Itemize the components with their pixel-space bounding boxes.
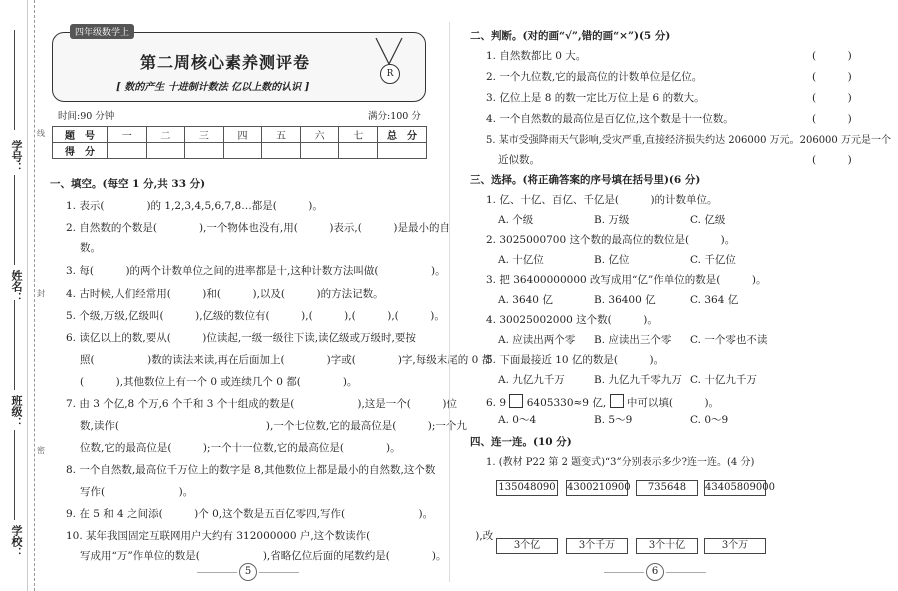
question-line: 数。 <box>80 242 101 254</box>
binding-margin-line <box>27 0 28 591</box>
page-title: 第二周核心素养测评卷 <box>140 53 311 72</box>
score-header-cell: 四 <box>223 127 262 143</box>
number-box[interactable]: 43405809000 <box>704 480 766 496</box>
class-field[interactable] <box>14 300 15 390</box>
score-header-cell: 总 分 <box>378 127 427 143</box>
score-header-cell: 七 <box>339 127 378 143</box>
judge-question: 近似数。 <box>498 154 540 166</box>
judge-question: 5. 某市受强降雨天气影响,受灾严重,直接经济损失约达 206000 万元。206000 万元是一个 <box>486 135 891 146</box>
judge-answer-blank[interactable]: ( ) <box>812 154 852 166</box>
medal-ribbon-icon <box>372 36 406 66</box>
student-number-label: 学号： <box>10 140 23 173</box>
choice-option[interactable]: B. 九亿九千零九万 <box>594 374 682 386</box>
q6-digit-box-ref <box>610 394 624 408</box>
score-cell[interactable] <box>223 143 262 159</box>
school-field[interactable] <box>14 430 15 520</box>
judge-question: 3. 亿位上是 8 的数一定比万位上是 6 的数大。 <box>486 92 705 104</box>
medal-icon: R <box>380 64 400 84</box>
choice-option[interactable]: C. 十亿九千万 <box>690 374 757 386</box>
question-line: 写成用“万”作单位的数是( ),省略亿位后面的尾数约是( )。 <box>80 550 447 562</box>
score-header-cell: 二 <box>146 127 185 143</box>
score-header-cell: 三 <box>185 127 224 143</box>
choice-question: 4. 30025002000 这个数( )。 <box>486 314 658 326</box>
score-cell[interactable] <box>339 143 378 159</box>
score-header-cell: 题 号 <box>53 127 108 143</box>
question-line: 5. 个级,万级,亿级叫( ),亿级的数位有( ),( ),( ),( )。 <box>66 310 445 322</box>
question-line: 10. 某年我国固定互联网用户大约有 312000000 户,这个数读作( ),改 <box>66 530 494 542</box>
class-label: 班级： <box>10 395 23 428</box>
judge-answer-blank[interactable]: ( ) <box>812 71 852 83</box>
choice-option[interactable]: A. 个级 <box>498 214 534 226</box>
score-header-cell: 五 <box>262 127 301 143</box>
matching-question: 1. (教材 P22 第 2 题变式)“3”分别表示多少?连一连。(4 分) <box>486 457 755 468</box>
question-line: 3. 每( )的两个计数单位之间的进率都是十,这种计数方法叫做( )。 <box>66 265 446 277</box>
choice-option[interactable]: C. 千亿位 <box>690 254 736 266</box>
page-number-left: 5 <box>239 563 257 581</box>
question-line: 位数,它的最高位是( );一个十一位数,它的最高位是( )。 <box>80 442 401 454</box>
number-box[interactable]: 4300210900 <box>566 480 628 496</box>
question-line: 8. 一个自然数,最高位千万位上的数字是 8,其他数位上都是最小的自然数,这个数 <box>66 464 436 476</box>
question-line: 9. 在 5 和 4 之间添( )个 0,这个数是五百亿零四,写作( )。 <box>66 508 434 520</box>
choice-option[interactable]: A. 十亿位 <box>498 254 544 266</box>
school-label: 学校： <box>10 525 23 558</box>
page-footer-rule <box>666 572 706 573</box>
page-footer-rule <box>197 572 237 573</box>
choice-option[interactable]: B. 亿位 <box>594 254 630 266</box>
score-cell[interactable] <box>300 143 339 159</box>
question-line: 7. 由 3 个亿,8 个万,6 个千和 3 个十组成的数是( ),这是一个( )位 <box>66 398 458 410</box>
score-table-header-row <box>53 127 427 143</box>
choice-option[interactable]: C. 364 亿 <box>690 294 739 306</box>
cut-mark-secret: 密 <box>37 446 45 455</box>
cut-mark-seal: 封 <box>37 289 45 298</box>
section-choice-heading: 三、选择。(将正确答案的序号填在括号里)(6 分) <box>470 174 701 186</box>
judge-answer-blank[interactable]: ( ) <box>812 113 852 125</box>
choice-question: 2. 3025000700 这个数的最高位的数位是( )。 <box>486 234 736 246</box>
name-label: 姓名： <box>10 270 23 303</box>
score-table-score-row <box>53 143 427 159</box>
choice-option[interactable]: C. 亿级 <box>690 214 726 226</box>
q6-middle: 6405330≈9 亿, <box>526 397 607 409</box>
judge-question: 1. 自然数都比 0 大。 <box>486 50 587 62</box>
score-cell[interactable] <box>146 143 185 159</box>
choice-question: 1. 亿、十亿、百亿、千亿是( )的计数单位。 <box>486 194 718 206</box>
score-table <box>52 126 427 159</box>
question-line: 6. 读亿以上的数,要从( )位读起,一级一级往下读,读亿级或万级时,要按 <box>66 332 416 344</box>
choice-option[interactable]: A. 九亿九千万 <box>498 374 565 386</box>
section-matching-heading: 四、连一连。(10 分) <box>470 436 572 448</box>
choice-option[interactable]: C. 0～9 <box>690 414 729 426</box>
score-cell[interactable] <box>378 143 427 159</box>
judge-question: 4. 一个自然数的最高位是百亿位,这个数是十一位数。 <box>486 113 734 125</box>
choice-option[interactable]: B. 万级 <box>594 214 630 226</box>
question-line: 1. 表示( )的 1,2,3,4,5,6,7,8…都是( )。 <box>66 200 323 212</box>
meaning-box[interactable]: 3个亿 <box>496 538 558 554</box>
exam-time: 时间:90 分钟 <box>58 111 115 122</box>
number-box[interactable]: 735648 <box>636 480 698 496</box>
q6-suffix: 中可以填( )。 <box>626 397 720 409</box>
page-number-right: 6 <box>646 563 664 581</box>
choice-question-6 <box>486 394 719 410</box>
grade-tag: 四年级数学上 <box>70 24 134 39</box>
choice-option[interactable]: A. 应读出两个零 <box>498 334 576 346</box>
choice-option[interactable]: A. 0～4 <box>498 414 537 426</box>
number-box[interactable]: 135048090 <box>496 480 558 496</box>
choice-question: 3. 把 36400000000 改写成用“亿”作单位的数是( )。 <box>486 274 767 286</box>
meaning-box[interactable]: 3个万 <box>704 538 766 554</box>
q6-digit-box[interactable] <box>509 394 523 408</box>
name-field[interactable] <box>14 175 15 265</box>
choice-option[interactable]: C. 一个零也不读 <box>690 334 768 346</box>
score-header-cell: 一 <box>108 127 147 143</box>
page-footer-rule <box>604 572 644 573</box>
question-line: 4. 古时候,人们经常用( )和( ),以及( )的方法记数。 <box>66 288 384 300</box>
page-divider <box>449 22 450 582</box>
question-line: 2. 自然数的个数是( ),一个物体也没有,用( )表示,( )是最小的自 <box>66 222 450 234</box>
judge-answer-blank[interactable]: ( ) <box>812 50 852 62</box>
question-line: 写作( )。 <box>80 486 194 498</box>
choice-option[interactable]: A. 3640 亿 <box>498 294 553 306</box>
cut-mark-line: 线 <box>37 129 45 138</box>
judge-question: 2. 一个九位数,它的最高位的计数单位是亿位。 <box>486 71 703 83</box>
question-line: 照( )数的读法来读,再在后面加上( )字或( )字,每级末尾的 0 都 <box>80 354 493 366</box>
choice-option[interactable]: B. 36400 亿 <box>594 294 656 306</box>
score-cell[interactable] <box>262 143 301 159</box>
meaning-box[interactable]: 3个千万 <box>566 538 628 554</box>
score-header-cell: 六 <box>300 127 339 143</box>
section-fill-blank-heading: 一、填空。(每空 1 分,共 33 分) <box>50 178 206 190</box>
choice-option[interactable]: B. 5～9 <box>594 414 633 426</box>
page-subtitle: [ 数的产生 十进制计数法 亿以上数的认识 ] <box>116 82 310 93</box>
choice-question: 5. 下面最接近 10 亿的数是( )。 <box>486 354 665 366</box>
judge-answer-blank[interactable]: ( ) <box>812 92 852 104</box>
section-true-false-heading: 二、判断。(对的画“√”,错的画“×”)(5 分) <box>470 30 671 42</box>
score-cell[interactable] <box>185 143 224 159</box>
score-cell[interactable] <box>108 143 147 159</box>
question-line: 数,读作( ),一个七位数,它的最高位是( );一个九 <box>80 420 467 432</box>
choice-option[interactable]: B. 应读出三个零 <box>594 334 672 346</box>
full-score: 满分:100 分 <box>368 111 421 122</box>
meaning-box[interactable]: 3个十亿 <box>636 538 698 554</box>
score-row-label: 得 分 <box>53 143 108 159</box>
question-line: ( ),其他数位上有一个 0 或连续几个 0 都( )。 <box>80 376 358 388</box>
cut-line <box>34 0 35 591</box>
page-footer-rule <box>259 572 299 573</box>
student-number-field[interactable] <box>14 30 15 130</box>
q6-prefix: 6. 9 <box>486 397 507 409</box>
